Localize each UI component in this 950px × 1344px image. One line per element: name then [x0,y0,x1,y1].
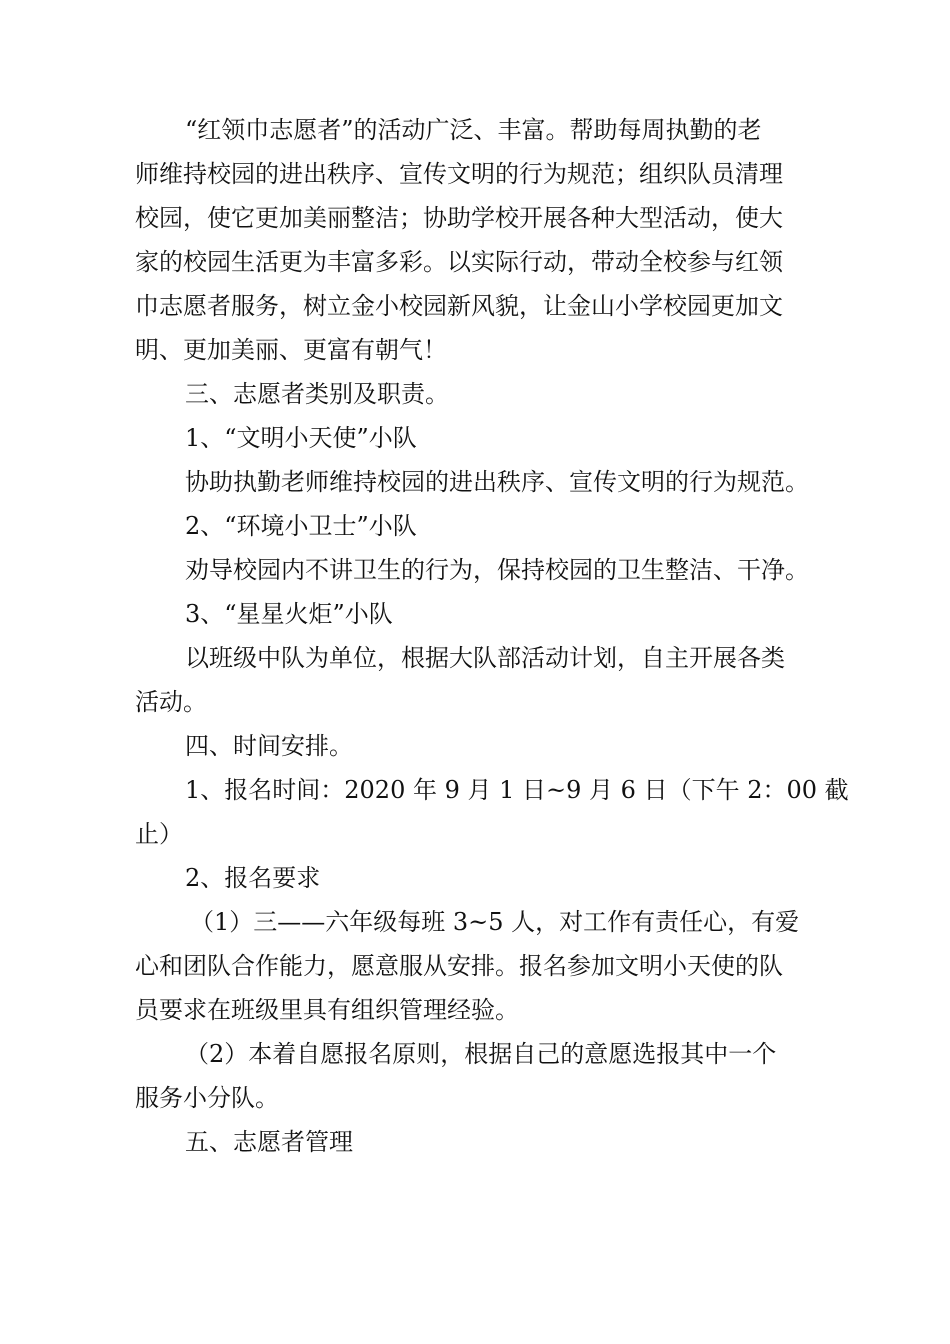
paragraph-line: 活动。 [135,688,207,716]
paragraph-line: 以班级中队为单位，根据大队部活动计划，自主开展各类 [185,644,785,672]
subsection-heading: 2、“环境小卫士”小队 [185,512,417,540]
subsection-heading: 3、“星星火炬”小队 [185,600,393,628]
subsection-heading: 1、“文明小天使”小队 [185,424,417,452]
paragraph-line: 服务小分队。 [135,1084,279,1112]
paragraph-line: “红领巾志愿者”的活动广泛、丰富。帮助每周执勤的老 [185,116,762,144]
section-heading: 三、志愿者类别及职责。 [185,380,449,408]
paragraph-line: （2）本着自愿报名原则，根据自己的意愿选报其中一个 [185,1040,777,1068]
paragraph-line: 巾志愿者服务，树立金小校园新风貌，让金山小学校园更加文 [135,292,783,320]
paragraph-line: 协助执勤老师维持校园的进出秩序、宣传文明的行为规范。 [185,468,809,496]
paragraph-line: 师维持校园的进出秩序、宣传文明的行为规范；组织队员清理 [135,160,783,188]
document-body [135,108,849,1164]
subsection-heading: 2、报名要求 [185,864,321,892]
section-heading: 五、志愿者管理 [185,1128,353,1156]
paragraph-line: 家的校园生活更为丰富多彩。以实际行动，带动全校参与红领 [135,248,783,276]
paragraph-line: 员要求在班级里具有组织管理经验。 [135,996,519,1024]
paragraph-line: 校园，使它更加美丽整洁；协助学校开展各种大型活动，使大 [135,204,783,232]
section-heading: 四、时间安排。 [185,732,353,760]
paragraph-line: 劝导校园内不讲卫生的行为，保持校园的卫生整洁、干净。 [185,556,809,584]
paragraph-line: 1、报名时间：2020 年 9 月 1 日~9 月 6 日（下午 2：00 截 [185,776,849,804]
paragraph-line: 明、更加美丽、更富有朝气！ [135,336,447,364]
paragraph-line: （1）三——六年级每班 3~5 人，对工作有责任心，有爱 [190,908,800,936]
paragraph-line: 止） [135,820,183,848]
paragraph-line: 心和团队合作能力，愿意服从安排。报名参加文明小天使的队 [135,952,783,980]
